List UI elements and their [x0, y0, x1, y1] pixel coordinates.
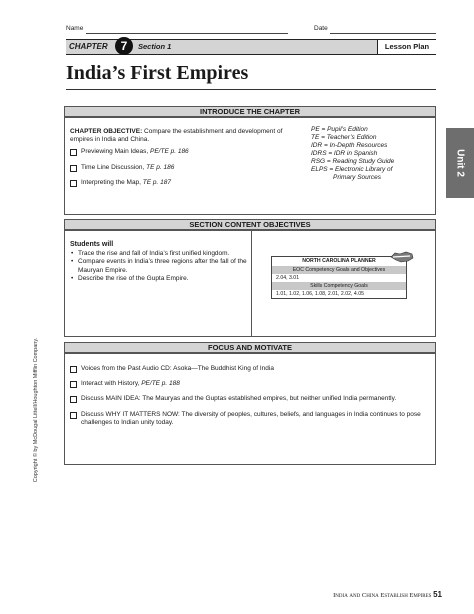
date-field-line[interactable]	[330, 33, 436, 34]
name-field-line[interactable]	[86, 33, 288, 34]
north-carolina-map-icon	[390, 250, 414, 264]
copyright-notice	[30, 300, 42, 520]
focus-box	[64, 353, 436, 465]
name-label: Name	[66, 25, 84, 32]
lesson-plan-label: Lesson Plan	[377, 40, 436, 54]
introduce-box	[64, 117, 436, 215]
focus-item[interactable]: Discuss MAIN IDEA: The Mauryas and the Guptas established empires, but neither unified India permanently.	[70, 395, 428, 403]
unit-tab	[446, 128, 474, 198]
name-date-row	[66, 25, 436, 37]
title-divider	[66, 89, 436, 90]
checkbox-icon[interactable]	[70, 366, 77, 373]
legend-line: IDR = In-Depth Resources	[311, 142, 388, 149]
section-label: Section 1	[138, 42, 172, 51]
objective-item: • Describe the rise of the Gupta Empire.	[70, 275, 248, 283]
objective-label: CHAPTER OBJECTIVE:	[70, 128, 143, 135]
footer-text: India and China Establish Empires	[333, 592, 432, 599]
planner-header	[272, 257, 406, 266]
legend-line: TE = Teacher’s Edition	[311, 134, 377, 141]
chapter-bar	[66, 39, 436, 55]
focus-list	[70, 360, 428, 427]
focus-heading: FOCUS AND MOTIVATE	[64, 342, 436, 353]
students-will-label: Students will	[70, 241, 114, 248]
page-title: India’s First Empires	[66, 62, 249, 84]
column-divider	[251, 231, 252, 336]
checkbox-icon[interactable]	[70, 165, 77, 172]
checkbox-icon[interactable]	[70, 381, 77, 388]
eoc-label: EOC Competency Goals and Objectives	[272, 266, 406, 274]
planner-title: NORTH CAROLINA PLANNER	[302, 258, 376, 264]
focus-item[interactable]: Discuss WHY IT MATTERS NOW: The diversity of peoples, cultures, beliefs, and languages in India continues to pose challenges to Indian unity today.	[70, 411, 428, 427]
nc-planner	[271, 256, 407, 299]
intro-item[interactable]: Interpreting the Map, TE p. 187	[70, 179, 306, 187]
checkbox-icon[interactable]	[70, 396, 77, 403]
page-number: 51	[433, 590, 442, 599]
date-label: Date	[314, 25, 328, 32]
unit-tab-label: Unit 2	[454, 149, 466, 177]
checkbox-icon[interactable]	[70, 149, 77, 156]
legend-line: PE = Pupil’s Edition	[311, 126, 368, 133]
objectives-box	[64, 230, 436, 337]
focus-item[interactable]: Voices from the Past Audio CD: Asoka—The Buddhist King of India	[70, 365, 428, 373]
intro-item[interactable]: Previewing Main Ideas, PE/TE p. 186	[70, 148, 306, 156]
objective-item: • Trace the rise and fall of India’s first unified kingdom.	[70, 250, 248, 258]
skills-values: 1.01, 1.02, 1.06, 1.08, 2.01, 2.02, 4.05	[276, 291, 364, 297]
chapter-label: CHAPTER	[69, 42, 108, 51]
chapter-number-badge: 7	[115, 37, 133, 55]
checkbox-icon[interactable]	[70, 412, 77, 419]
chapter-objective	[70, 128, 306, 187]
legend-line: ELPS = Electronic Library of	[311, 166, 393, 173]
objectives-heading: SECTION CONTENT OBJECTIVES	[64, 219, 436, 230]
introduce-heading: INTRODUCE THE CHAPTER	[64, 106, 436, 117]
legend-line: RSG = Reading Study Guide	[311, 158, 395, 165]
copyright-text: Copyright © by McDougal Littell/Houghton Mifflin Company.	[33, 337, 39, 483]
objectives-list	[70, 241, 248, 283]
abbreviation-legend	[311, 126, 429, 182]
page-footer	[290, 590, 442, 599]
objective-text: Compare the establishment and development of empires in India and China.	[70, 128, 283, 144]
eoc-values: 2.04, 3.01	[276, 275, 300, 281]
legend-line: Primary Sources	[333, 174, 382, 181]
focus-item[interactable]: Interact with History, PE/TE p. 188	[70, 380, 428, 388]
legend-line: IDRS = IDR in Spanish	[311, 150, 378, 157]
intro-item[interactable]: Time Line Discussion, TE p. 186	[70, 164, 306, 172]
objective-item: • Compare events in India’s three regions after the fall of the Mauryan Empire.	[70, 258, 248, 274]
checkbox-icon[interactable]	[70, 180, 77, 187]
skills-label: Skills Competency Goals	[272, 282, 406, 290]
